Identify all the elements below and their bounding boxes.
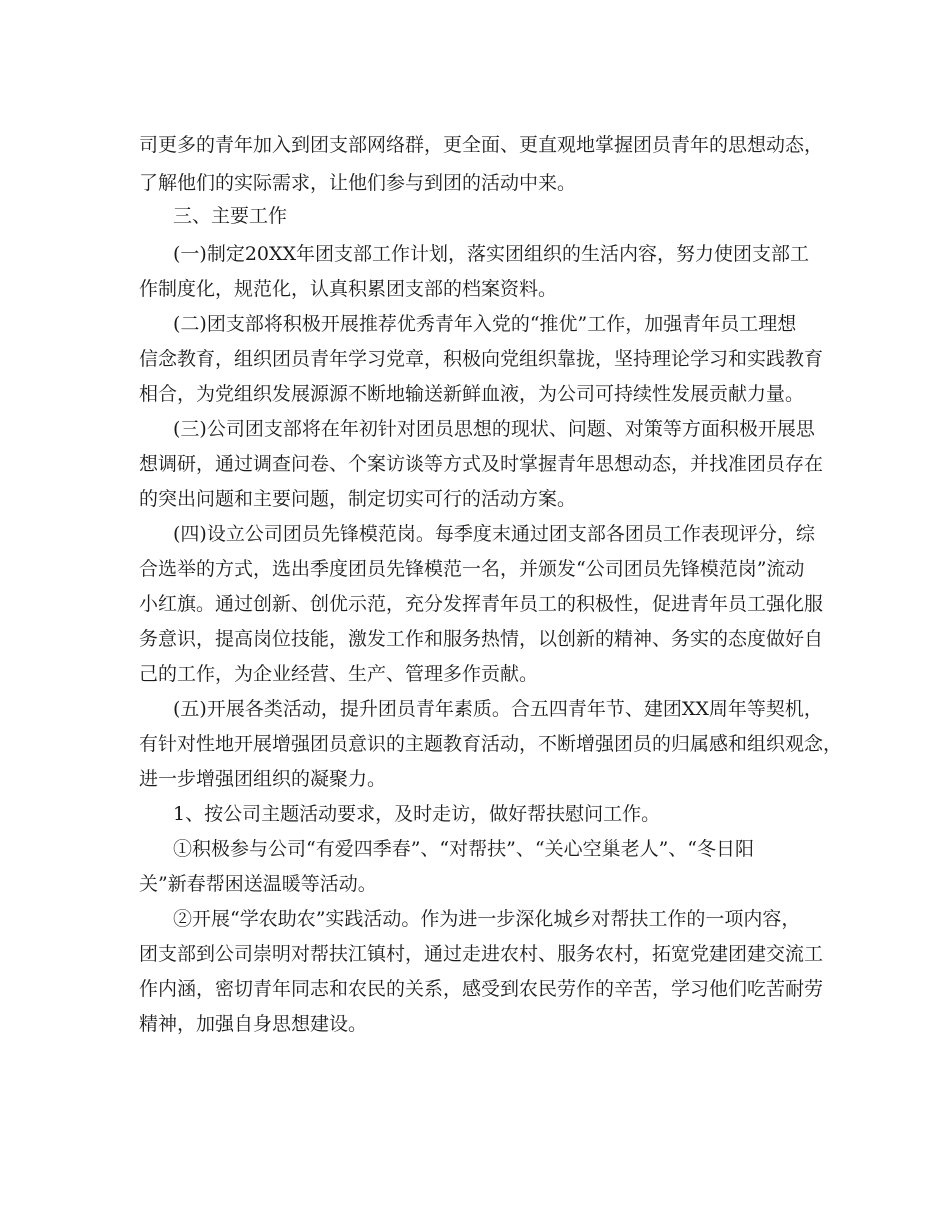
text-line: 了解他们的实际需求，让他们参与到团的活动中来。 bbox=[139, 172, 577, 194]
text-line: 务意识，提高岗位技能，激发工作和服务热情，以创新的精神、务实的态度做好自 bbox=[139, 628, 824, 650]
text-line: 精神，加强自身思想建设。 bbox=[139, 1013, 368, 1035]
text-line: 司更多的青年加入到团支部网络群，更全面、更直观地掌握团员青年的思想动态， bbox=[139, 134, 824, 156]
text-line: ①积极参与公司“有爱四季春”、“对帮扶”、“关心空巢老人”、“冬日阳 bbox=[173, 838, 754, 860]
text-line: (五)开展各类活动，提升团员青年素质。合五四青年节、建团XX周年等契机， bbox=[173, 698, 823, 720]
text-line: 合选举的方式，选出季度团员先锋模范一名，并颁发“公司团员先锋模范岗”流动 bbox=[139, 558, 805, 580]
text-line: 信念教育，组织团员青年学习党章，积极向党组织靠拢，坚持理论学习和实践教育 bbox=[139, 348, 824, 370]
text-line: 小红旗。通过创新、创优示范，充分发挥青年员工的积极性，促进青年员工强化服 bbox=[139, 593, 824, 615]
text-line: 相合，为党组织发展源源不断地输送新鲜血液，为公司可持续性发展贡献力量。 bbox=[139, 383, 805, 405]
text-line: 关”新春帮困送温暖等活动。 bbox=[139, 873, 377, 895]
text-line: 的突出问题和主要问题，制定切实可行的活动方案。 bbox=[139, 488, 577, 510]
text-line: 1、按公司主题活动要求，及时走访，做好帮扶慰问工作。 bbox=[173, 803, 661, 825]
text-line: 作制度化，规范化，认真积累团支部的档案资料。 bbox=[139, 278, 558, 300]
text-line: 进一步增强团组织的凝聚力。 bbox=[139, 768, 387, 790]
text-line: ②开展“学农助农”实践活动。作为进一步深化城乡对帮扶工作的一项内容， bbox=[173, 908, 801, 930]
text-line: 想调研，通过调查问卷、个案访谈等方式及时掌握青年思想动态，并找准团员存在 bbox=[139, 453, 824, 475]
text-line: (一)制定20XX年团支部工作计划，落实团组织的生活内容，努力使团支部工 bbox=[173, 243, 810, 265]
text-line: 有针对性地开展增强团员意识的主题教育活动，不断增强团员的归属感和组织观念， bbox=[139, 733, 843, 755]
text-line: 己的工作，为企业经营、生产、管理多作贡献。 bbox=[139, 663, 539, 685]
text-line: 作内涵，密切青年同志和农民的关系，感受到农民劳作的辛苦，学习他们吃苦耐劳 bbox=[139, 978, 824, 1000]
text-line: (三)公司团支部将在年初针对团员思想的现状、问题、对策等方面积极开展思 bbox=[173, 418, 815, 440]
text-line: 团支部到公司崇明对帮扶江镇村，通过走进农村、服务农村，拓宽党建团建交流工 bbox=[139, 943, 824, 965]
text-line: (四)设立公司团员先锋模范岗。每季度末通过团支部各团员工作表现评分，综 bbox=[173, 523, 815, 545]
text-line: (二)团支部将积极开展推荐优秀青年入党的“推优”工作，加强青年员工理想 bbox=[173, 313, 797, 335]
section-heading: 三、主要工作 bbox=[173, 205, 288, 227]
